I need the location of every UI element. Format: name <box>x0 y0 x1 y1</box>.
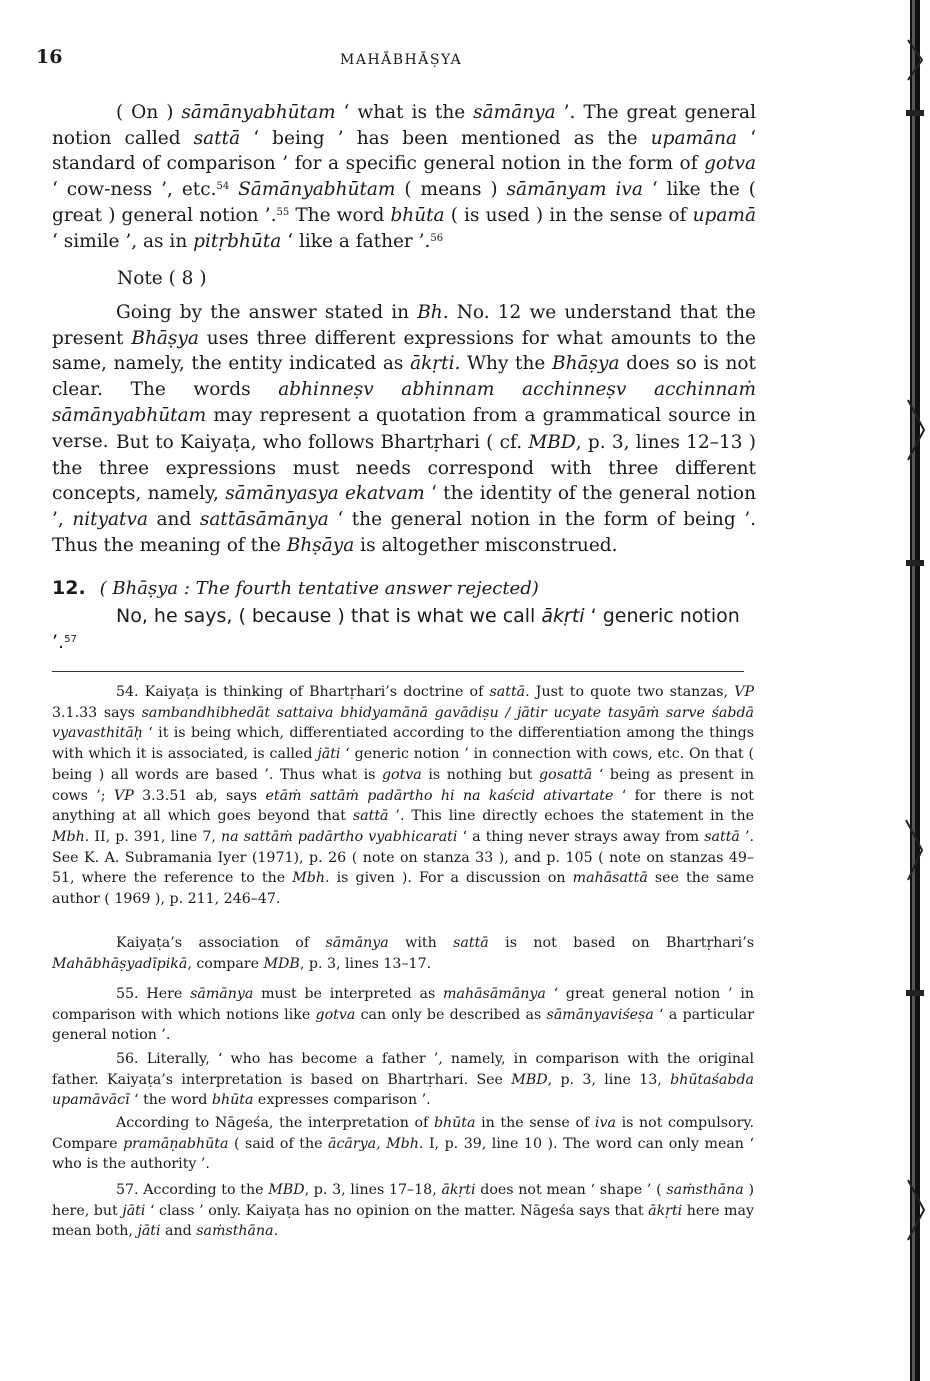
footnote-ref-54: 54 <box>216 181 230 193</box>
page-number: 16 <box>36 46 63 68</box>
footnote-54-continued: Kaiyaṭa’s association of sāmānya with sattā is not based on Bhartṛhari’s Mahābhāṣyadīpikā, compare MDB, p. 3, lines 13–17. <box>52 935 755 972</box>
paragraph-kaiyata: But to Kaiyaṭa, who follows Bhartṛhari ( cf. MBD, p. 3, lines 12–13 ) the three expressions must needs correspond with three different concepts, namely, sāmānyasya ekatvam ‘ the identity of the general notion ’, nityatva and sattāsāmānya ‘ the general notion in the form of being ’. Thus the meaning of the Bhṣāya is altogether misconstrued. <box>52 432 756 556</box>
footnote-56: 56. Literally, ‘ who has become a father ’, namely, in comparison with the original father. Kaiyaṭa’s interpretation is based on Bhartṛhari. See MBD, p. 3, line 13, bhūtaśabda upamāvācī ‘ the word bhūta expresses comparison ’. <box>52 1051 755 1109</box>
section-12-text: No, he says, ( because ) that is what we call ākṛti ‘ generic notion ’.$^{57}$ <box>52 605 740 653</box>
paragraph-note-8: Going by the answer stated in Bh. No. 12 we understand that the present Bhāṣya uses three different expressions for what amounts to the same, namely, the entity indicated as ākṛti. Why the Bhāṣya does so is not clear. The words abhinneṣv abhinnam acchinneṣv acchinnaṁ sāmānyabhūtam may represent a quotation from a grammatical source in verse. <box>52 302 756 452</box>
footnote-ref-57: 57 <box>64 634 77 645</box>
running-head: MAHĀBHĀṢYA <box>340 52 463 68</box>
section-number: 12. <box>52 577 86 599</box>
footnote-54: 54. Kaiyaṭa is thinking of Bhartṛhari’s doctrine of sattā. Just to quote two stanzas, VP 3.1.33 says sambandhibhedāt sattaiva bhidyamānā gavādiṣu / jātir ucyate tasyāṁ sarve śabdā vyavasthitāḥ ‘ it is being which, differentiated according to the differentiation among the things with which it is associated, is called jāti ‘ generic notion ’ in connection with cows, etc. On that ( being ) all words are based ’. Thus what is gotva is nothing but gosattā ‘ being as present in cows ’; VP 3.3.51 ab, says etāṁ sattāṁ padārtho hi na kaścid ativartate ‘ for there is not anything at all which goes beyond that sattā ’. This line directly echoes the statement in the Mbh. II, p. 391, line 7, na sattāṁ padārtho vyabhicarati ‘ a thing never strays away from sattā ’. See K. A. Subramania Iyer (1971), p. 26 ( note on stanza 33 ), and p. 105 ( note on stanzas 49–51, where the reference to the Mbh. is given ). For a discussion on mahāsattā see the same author ( 1969 ), p. 211, 246–47. <box>52 684 755 908</box>
note-heading: Note ( 8 ) <box>117 268 207 289</box>
footnote-ref-56: 56 <box>430 232 444 244</box>
book-binding-edge <box>900 0 930 1381</box>
footnote-56-continued: According to Nāgeśa, the interpretation of bhūta in the sense of iva is not compulsory. Compare pramāṇabhūta ( said of the ācārya, Mbh. I, p. 39, line 10 ). The word can only mean ‘ who is the authority ’. <box>52 1115 754 1173</box>
section-12 <box>52 577 756 655</box>
section-title: ( Bhāṣya : The fourth tentative answer rejected) <box>99 578 539 599</box>
paragraph-samanyabhutam: ( On ) sāmānyabhūtam ‘ what is the sāmānya ’. The great general notion called sattā ‘ being ’ has been mentioned as the upamāna ‘ standard of comparison ’ for a specific general notion in the form of gotva ‘ cow-ness ’, etc.$^{54}$ Sāmānyabhūtam ( means ) sāmānyam iva ‘ like the ( great ) general notion ’.$^{55}$ The word bhūta ( is used ) in the sense of upamā ‘ simile ’, as in pitṛbhūta ‘ like a father ’.$^{56}$ <box>52 102 757 252</box>
footnote-ref-55: 55 <box>276 206 290 218</box>
footnote-57: 57. According to the MBD, p. 3, lines 17–18, ākṛti does not mean ‘ shape ’ ( saṁsthāna ) here, but jāti ‘ class ’ only. Kaiyaṭa has no opinion on the matter. Nāgeśa says that ākṛti here may mean both, jāti and saṁsthāna. <box>52 1182 754 1240</box>
footnote-55: 55. Here sāmānya must be interpreted as mahāsāmānya ‘ great general notion ’ in comparison with which notions like gotva can only be described as sāmānyaviśeṣa ‘ a particular general notion ’. <box>52 986 754 1044</box>
footnote-rule <box>52 671 744 672</box>
